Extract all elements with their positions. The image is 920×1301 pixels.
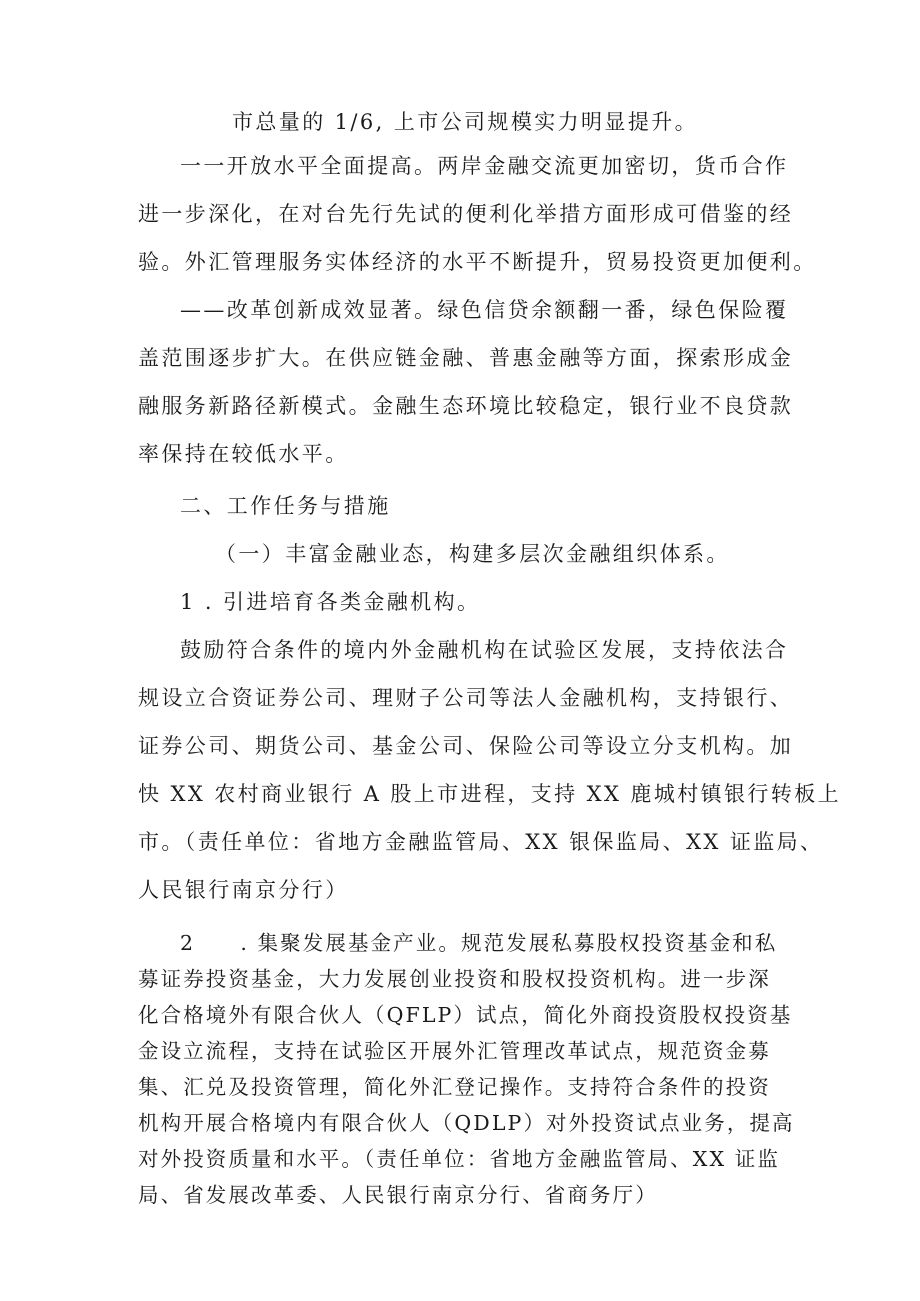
paragraph-5-line-6: 机构开展合格境内有限合伙人（QDLP）对外投资试点业务，提高 — [138, 1111, 795, 1135]
paragraph-5-line-4: 金设立流程，支持在试验区开展外汇管理改革试点，规范资金募 — [138, 1039, 771, 1063]
paragraph-2-line-3: 验。外汇管理服务实体经济的水平不断提升，贸易投资更加便利。 — [138, 250, 817, 274]
paragraph-3-line-4: 率保持在较低水平。 — [138, 442, 349, 466]
paragraph-5-line-8: 局、省发展改革委、人民银行南京分行、省商务厅） — [138, 1183, 658, 1207]
paragraph-4-line-3: 证券公司、期货公司、基金公司、保险公司等设立分支机构。加 — [138, 734, 794, 758]
section-heading: 二、工作任务与措施 — [180, 494, 391, 518]
paragraph-3-line-1: ——改革创新成效显著。绿色信贷余额翻一番，绿色保险覆 — [180, 298, 789, 322]
paragraph-4-line-1: 鼓励符合条件的境内外金融机构在试验区发展，支持依法合 — [180, 638, 789, 662]
paragraph-5-line-5: 集、汇兑及投资管理，简化外汇登记操作。支持符合条件的投资 — [138, 1075, 771, 1099]
paragraph-4-line-6: 人民银行南京分行） — [138, 878, 349, 902]
paragraph-2-line-1: 一一开放水平全面提高。两岸金融交流更加密切，货币合作 — [180, 154, 789, 178]
subsection-heading: （一）丰富金融业态，构建多层次金融组织体系。 — [215, 542, 730, 566]
paragraph-4-line-4: 快 XX 农村商业银行 A 股上市进程，支持 XX 鹿城村镇银行转板上 — [138, 782, 842, 806]
paragraph-2-line-2: 进一步深化，在对台先行先试的便利化举措方面形成可借鉴的经 — [138, 202, 794, 226]
paragraph-5-line-7: 对外投资质量和水平。（责任单位：省地方金融监管局、XX 证监 — [138, 1147, 780, 1171]
paragraph-3-line-2: 盖范围逐步扩大。在供应链金融、普惠金融等方面，探索形成金 — [138, 346, 794, 370]
paragraph-5-line-2: 募证券投资基金，大力发展创业投资和股权投资机构。进一步深 — [138, 967, 771, 991]
paragraph-4-line-2: 规设立合资证券公司、理财子公司等法人金融机构，支持银行、 — [138, 686, 794, 710]
paragraph-3-line-3: 融服务新路径新模式。金融生态环境比较稳定，银行业不良贷款 — [138, 394, 794, 418]
paragraph-5-line-3: 化合格境外有限合伙人（QFLP）试点，简化外商投资股权投资基 — [138, 1003, 793, 1027]
paragraph-4-line-5: 市。（责任单位：省地方金融监管局、XX 银保监局、XX 证监局、 — [138, 830, 824, 854]
paragraph-5-line-1: 2 . 集聚发展基金产业。规范发展私募股权投资基金和私 — [180, 931, 778, 955]
item-1-heading: 1 . 引进培育各类金融机构。 — [180, 590, 481, 614]
paragraph-1-line-1: 市总量的 1/6, 上市公司规模实力明显提升。 — [232, 110, 699, 134]
